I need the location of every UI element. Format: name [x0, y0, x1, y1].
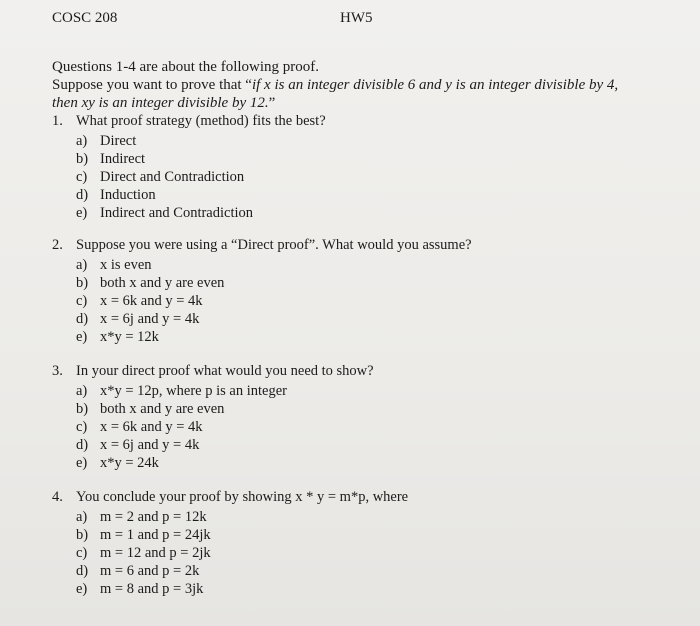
option-a[interactable]: [76, 256, 472, 274]
option-list: [76, 256, 472, 346]
option-text: m = 1 and p = 24jk: [100, 527, 211, 543]
option-a[interactable]: [76, 508, 408, 526]
option-letter: b): [76, 151, 89, 167]
option-text: Direct and Contradiction: [100, 169, 245, 185]
intro-statement-part-1: if x is an integer divisible 6 and y is an integer divisible by 4,: [251, 77, 619, 93]
question-3: [52, 362, 374, 472]
question-stem: [52, 362, 374, 382]
intro-suffix: ”: [268, 95, 276, 111]
option-letter: c): [76, 293, 88, 309]
question-number: 3.: [52, 363, 63, 379]
option-text: both x and y are even: [100, 275, 225, 291]
option-d[interactable]: [76, 436, 374, 454]
intro-prefix: Suppose you want to prove that “: [52, 77, 252, 93]
option-text: m = 6 and p = 2k: [100, 563, 200, 579]
intro-line-3: [52, 94, 672, 112]
question-stem: [52, 488, 408, 508]
option-text: x = 6j and y = 4k: [100, 437, 200, 453]
question-text: In your direct proof what would you need to show?: [76, 363, 374, 379]
question-1: [52, 112, 326, 222]
option-d[interactable]: [76, 186, 326, 204]
option-text: x is even: [100, 257, 152, 273]
question-text: Suppose you were using a “Direct proof”. What would you assume?: [76, 237, 472, 253]
question-stem: [52, 112, 326, 132]
question-number: 2.: [52, 237, 63, 253]
question-text: What proof strategy (method) fits the best?: [76, 113, 326, 129]
option-letter: b): [76, 401, 89, 417]
option-d[interactable]: [76, 562, 408, 580]
option-letter: d): [76, 437, 89, 453]
option-b[interactable]: [76, 150, 326, 168]
intro-statement-part-2: then xy is an integer divisible by 12.: [52, 95, 269, 111]
option-text: m = 2 and p = 12k: [100, 509, 207, 525]
option-text: Indirect and Contradiction: [100, 205, 254, 221]
question-stem: [52, 236, 472, 256]
option-letter: d): [76, 187, 89, 203]
option-letter: d): [76, 563, 89, 579]
option-letter: c): [76, 545, 88, 561]
option-letter: e): [76, 329, 88, 345]
option-letter: b): [76, 275, 89, 291]
option-c[interactable]: [76, 418, 374, 436]
option-a[interactable]: [76, 382, 374, 400]
assignment-title: HW5: [340, 10, 373, 26]
question-4: [52, 488, 408, 598]
option-letter: e): [76, 455, 88, 471]
option-c[interactable]: [76, 292, 472, 310]
option-letter: b): [76, 527, 89, 543]
option-letter: e): [76, 205, 88, 221]
option-text: x*y = 24k: [100, 455, 159, 471]
intro-line-1: Questions 1-4 are about the following proof.: [52, 59, 320, 75]
option-text: Direct: [100, 133, 137, 149]
option-list: [76, 132, 326, 222]
option-b[interactable]: [76, 526, 408, 544]
option-list: [76, 382, 374, 472]
option-text: x = 6k and y = 4k: [100, 419, 203, 435]
option-letter: a): [76, 257, 88, 273]
question-2: [52, 236, 472, 346]
option-letter: c): [76, 419, 88, 435]
option-text: m = 12 and p = 2jk: [100, 545, 211, 561]
course-code: COSC 208: [52, 10, 118, 26]
question-number: 1.: [52, 113, 63, 129]
option-d[interactable]: [76, 310, 472, 328]
option-text: Indirect: [100, 151, 146, 167]
option-a[interactable]: [76, 132, 326, 150]
option-text: x = 6j and y = 4k: [100, 311, 200, 327]
intro-text: [52, 58, 672, 112]
option-text: x*y = 12k: [100, 329, 159, 345]
option-letter: e): [76, 581, 88, 597]
intro-line-2: [52, 76, 672, 94]
option-b[interactable]: [76, 400, 374, 418]
option-e[interactable]: [76, 454, 374, 472]
option-e[interactable]: [76, 580, 408, 598]
option-list: [76, 508, 408, 598]
option-letter: a): [76, 133, 88, 149]
option-text: x = 6k and y = 4k: [100, 293, 203, 309]
question-text: You conclude your proof by showing x * y = m*p, where: [76, 489, 409, 505]
option-letter: a): [76, 509, 88, 525]
option-letter: c): [76, 169, 88, 185]
option-e[interactable]: [76, 204, 326, 222]
option-text: x*y = 12p, where p is an integer: [100, 383, 287, 399]
option-text: Induction: [100, 187, 156, 203]
option-letter: a): [76, 383, 88, 399]
option-text: m = 8 and p = 3jk: [100, 581, 204, 597]
option-c[interactable]: [76, 168, 326, 186]
option-e[interactable]: [76, 328, 472, 346]
option-text: both x and y are even: [100, 401, 225, 417]
question-number: 4.: [52, 489, 63, 505]
option-c[interactable]: [76, 544, 408, 562]
option-letter: d): [76, 311, 89, 327]
option-b[interactable]: [76, 274, 472, 292]
